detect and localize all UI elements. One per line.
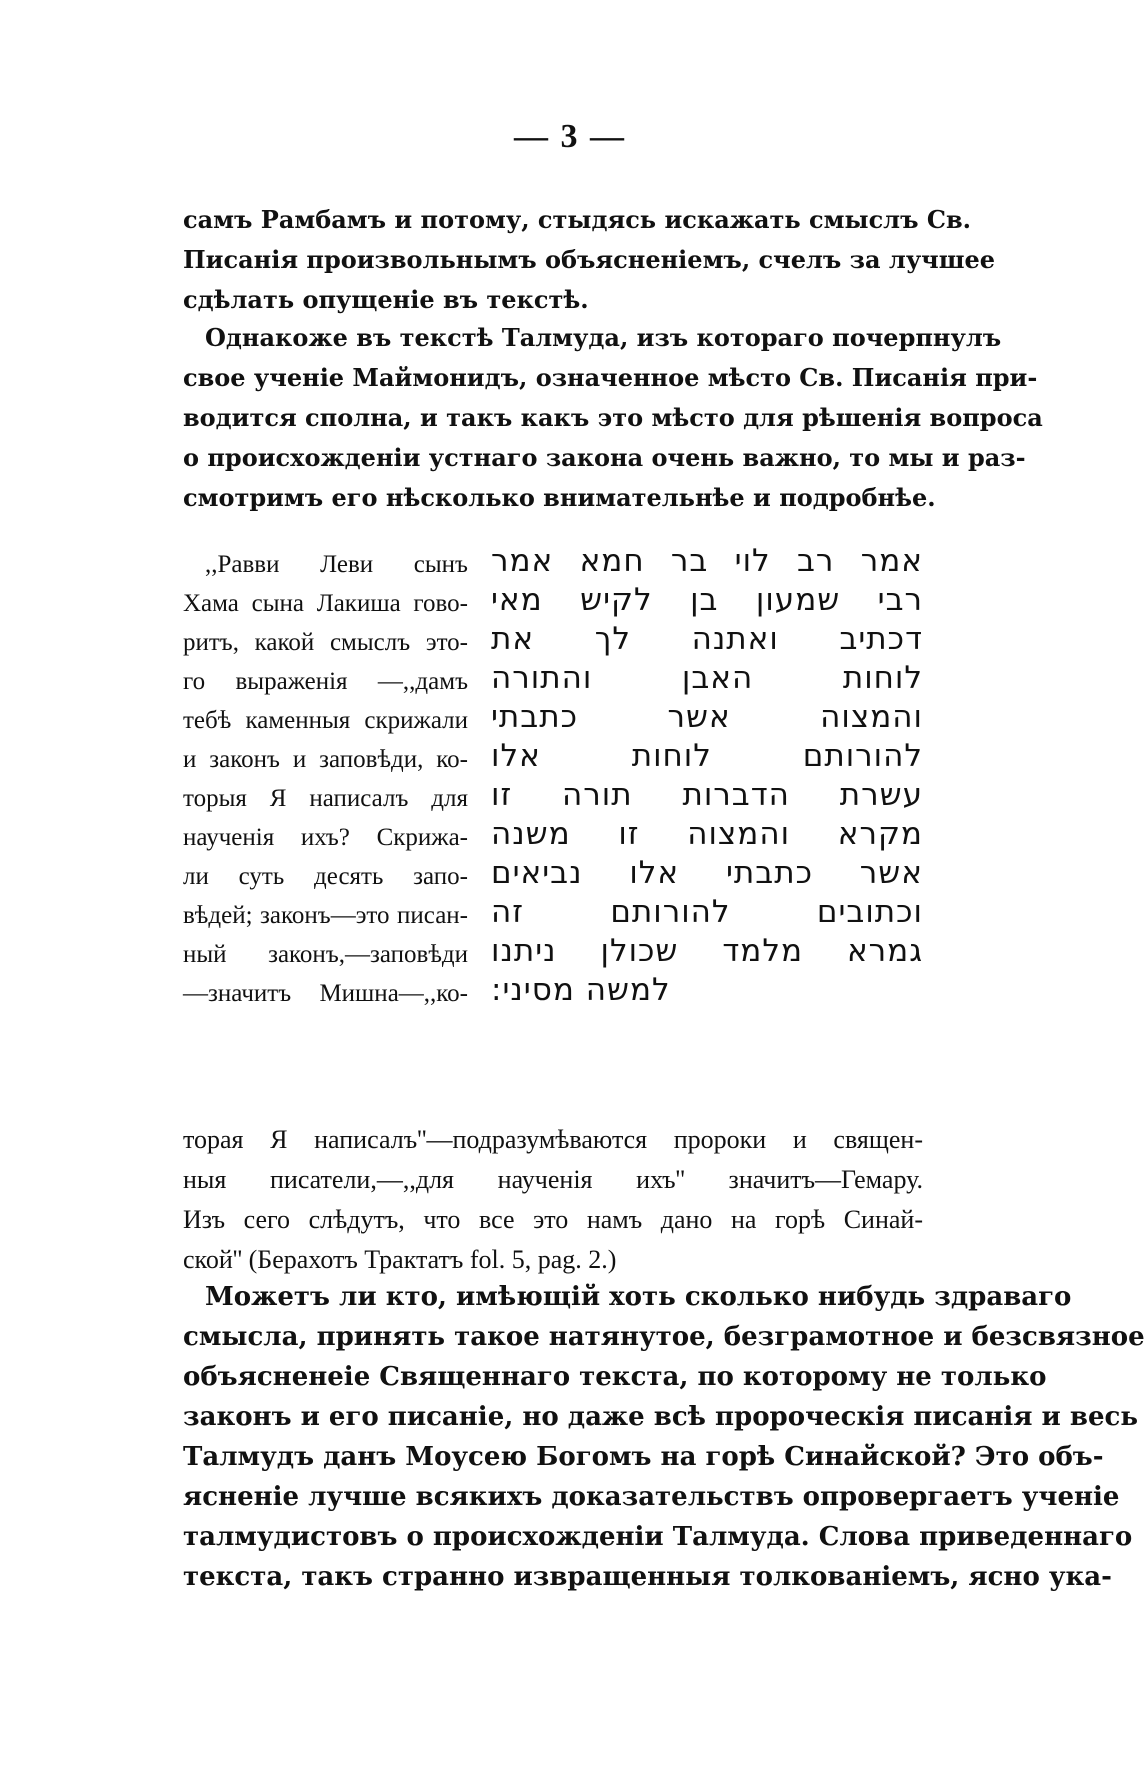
text-line: Однакоже въ текстѣ Талмуда, изъ котораго почерпнулъ xyxy=(205,323,1002,352)
text-line: тебѣ каменныя скрижали xyxy=(183,707,468,734)
hebrew-line: למשה מסיני: xyxy=(491,972,671,1008)
text-line: о происхожденіи устнаго закона очень важно, то мы и раз- xyxy=(183,443,1026,472)
hebrew-line: דכתיב ואתנה לך את xyxy=(491,621,923,657)
text-line: текста, такъ странно извращенныя толкованіемъ, ясно ука- xyxy=(183,1562,1112,1592)
text-line: ный законъ,—заповѣди xyxy=(183,941,468,968)
text-line: Талмудъ данъ Моусею Богомъ на горѣ Синайской? Это объ- xyxy=(183,1442,1104,1472)
text-line: ,,Равви Леви сынъ xyxy=(205,551,468,578)
hebrew-line: גמרא מלמד שכולן ניתנו xyxy=(491,933,923,969)
text-line: сдѣлать опущеніе въ текстѣ. xyxy=(183,285,589,314)
text-line: ской'' (Берахотъ Трактатъ fol. 5, pag. 2.) xyxy=(183,1245,617,1274)
text-line: торая Я написалъ''—подразумѣваются пророки и священ- xyxy=(183,1125,923,1154)
text-line: Хама сына Лакиша гово- xyxy=(183,590,468,617)
text-line: смысла, принять такое натянутое, безграмотное и безсвязное xyxy=(183,1322,1145,1352)
text-line: Можетъ ли кто, имѣющій хоть сколько нибудь здраваго xyxy=(205,1282,1072,1312)
hebrew-line: והמצוה אשר כתבתי xyxy=(491,699,923,735)
text-line: го выраженія —,,дамъ xyxy=(183,668,468,695)
paragraph-2 xyxy=(183,318,1043,518)
hebrew-line: עשרת הדברות תורה זו xyxy=(491,777,923,813)
text-line: ритъ, какой смыслъ это- xyxy=(183,629,468,656)
text-line: объясненеіе Священнаго текста, по которому не только xyxy=(183,1362,1047,1392)
hebrew-original-column xyxy=(491,542,923,1010)
hebrew-line: אמר רב לוי בר חמא אמר xyxy=(491,543,923,579)
parallel-quotation xyxy=(183,545,923,1085)
hebrew-line: להורותם לוחות אלו xyxy=(491,738,923,774)
text-line: талмудистовъ о происхожденіи Талмуда. Слова приведеннаго xyxy=(183,1522,1133,1552)
text-line: законъ и его писаніе, но даже всѣ пророческія писанія и весь xyxy=(183,1402,1138,1432)
russian-translation-column xyxy=(183,545,468,1013)
hebrew-line: וכתובים להורותם זה xyxy=(491,894,923,930)
text-line: водится сполна, и такъ какъ это мѣсто для рѣшенія вопроса xyxy=(183,403,1043,432)
text-line: ныя писатели,—,,для наученія ихъ'' значитъ—Гемару. xyxy=(183,1165,923,1194)
text-line: ясненіе лучше всякихъ доказательствъ опровергаетъ ученіе xyxy=(183,1482,1120,1512)
text-line: —значитъ Мишна—,,ко- xyxy=(183,980,468,1007)
text-line: самъ Рамбамъ и потому, стыдясь искажать смыслъ Св. xyxy=(183,205,972,234)
paragraph-1 xyxy=(183,200,996,320)
text-line: Писанія произвольнымъ объясненіемъ, счелъ за лучшее xyxy=(183,245,996,274)
text-line: торыя Я написалъ для xyxy=(183,785,468,812)
text-line: ли суть десять запо- xyxy=(183,863,468,890)
paragraph-3 xyxy=(183,1120,923,1280)
text-line: вѣдей; законъ—это писан- xyxy=(183,902,468,929)
text-line: Изъ сего слѣдутъ, что все это намъ дано на горѣ Синай- xyxy=(183,1205,923,1234)
page-number: — 3 — xyxy=(514,118,626,155)
text-line: и законъ и заповѣди, ко- xyxy=(183,746,468,773)
paragraph-4 xyxy=(183,1277,1145,1597)
hebrew-line: לוחות האבן והתורה xyxy=(491,660,923,696)
hebrew-line: מקרא והמצוה זו משנה xyxy=(491,816,923,852)
hebrew-line: רבי שמעון בן לקיש מאי xyxy=(491,582,923,618)
text-line: смотримъ его нѣсколько внимательнѣе и подробнѣе. xyxy=(183,483,936,512)
hebrew-line: אשר כתבתי אלו נביאים xyxy=(491,855,923,891)
text-line: наученія ихъ? Скрижа- xyxy=(183,824,468,851)
text-line: свое ученіе Маймонидъ, означенное мѣсто Св. Писанія при- xyxy=(183,363,1038,392)
